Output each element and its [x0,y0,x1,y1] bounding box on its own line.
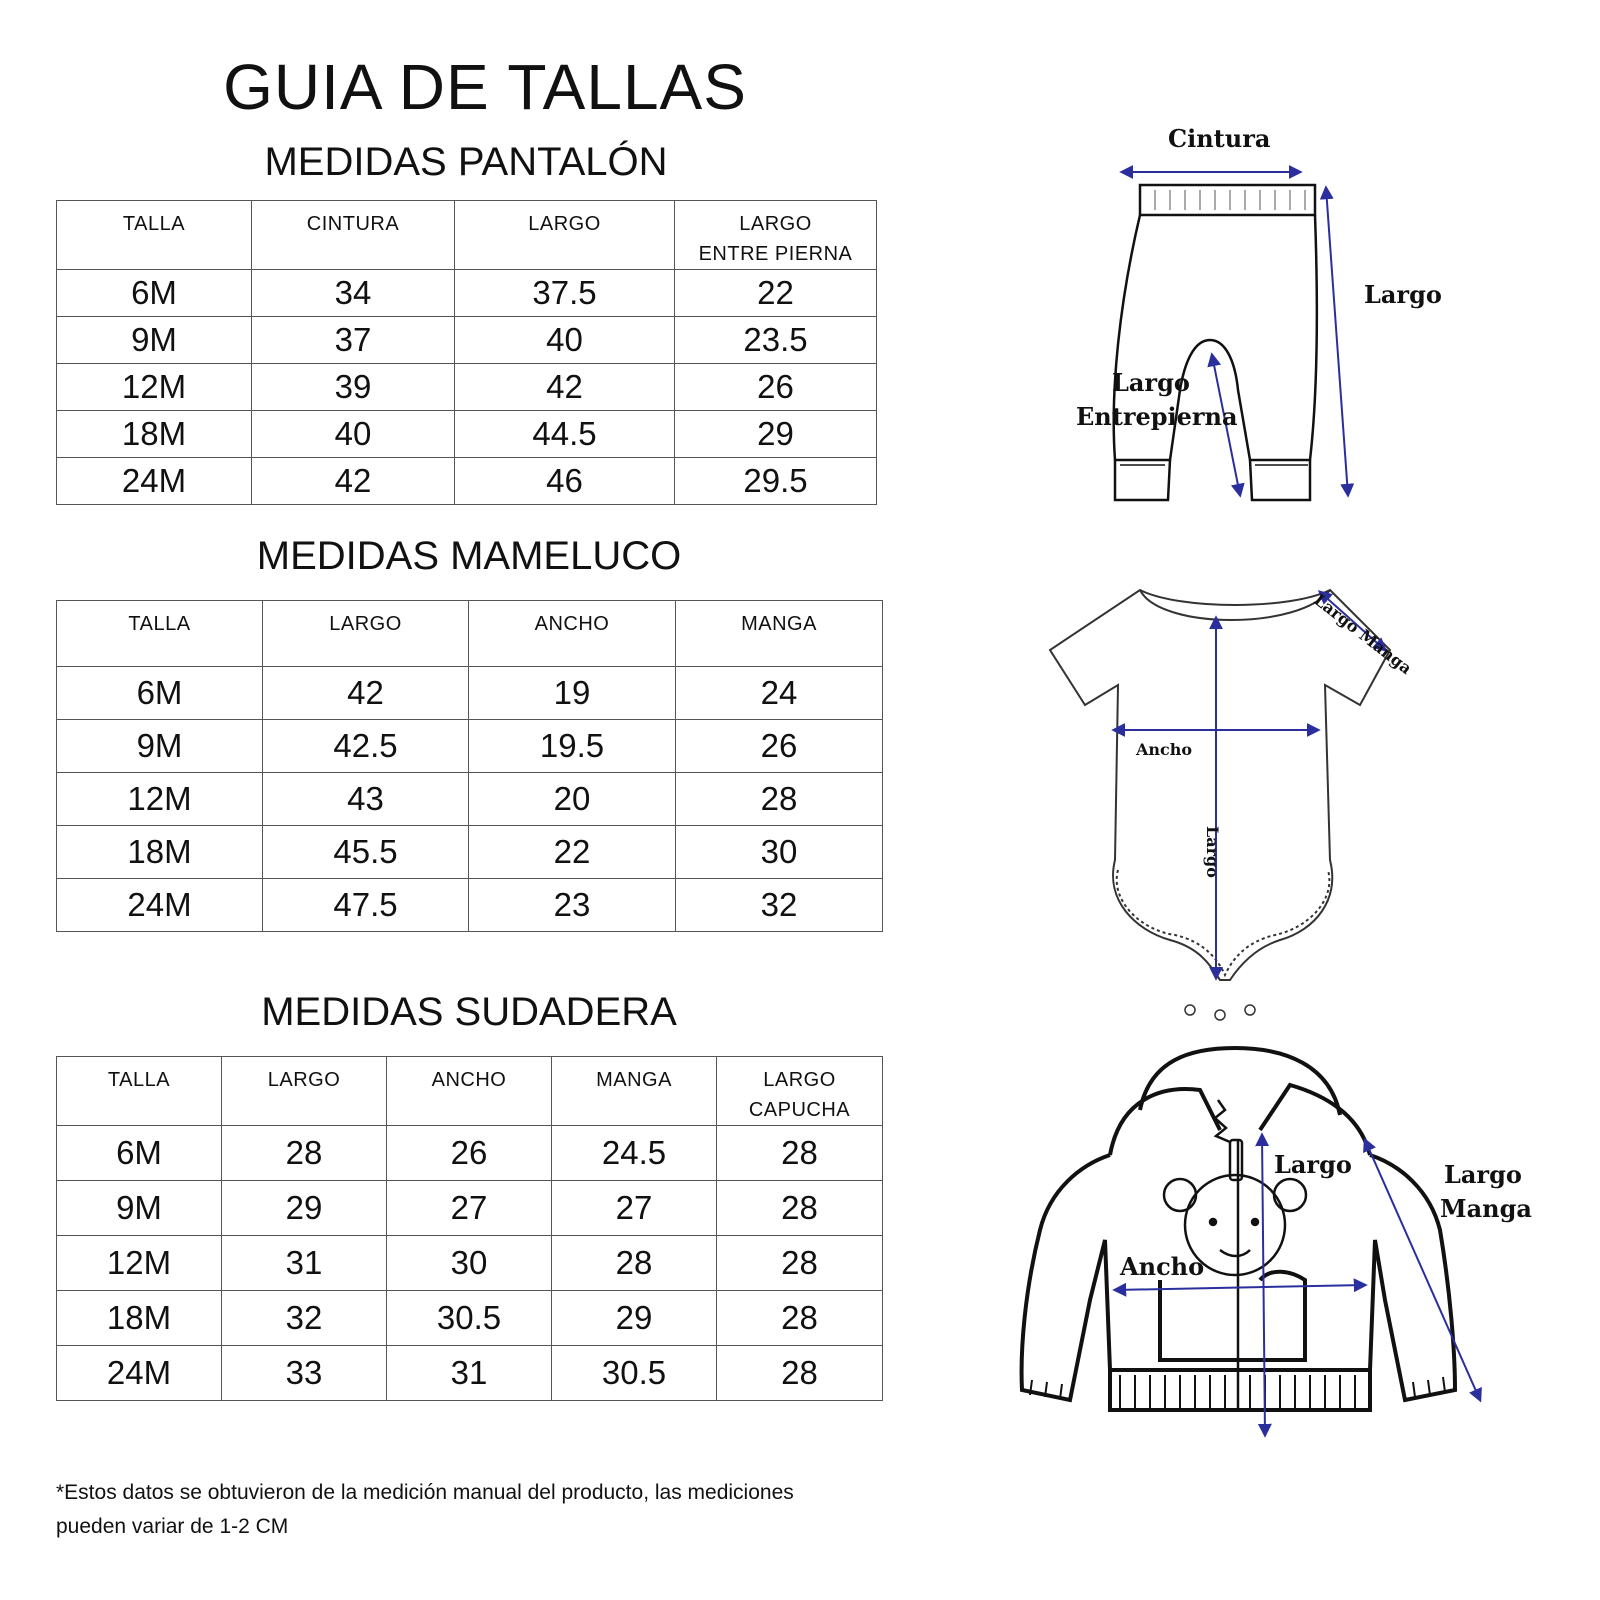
column-header [222,1057,387,1126]
column-header [252,201,455,270]
table-row [57,458,877,505]
size-cell: 9M [57,720,263,773]
size-cell: 9M [57,317,252,364]
size-cell: 6M [57,1126,222,1181]
table-row [57,270,877,317]
measure-cell: 29 [675,411,877,458]
pants-gather-lines [1155,190,1305,210]
hoodie-sleeve-label-1: Largo [1444,1160,1522,1189]
hoodie-size-table [56,1056,883,1401]
measure-cell: 42.5 [263,720,469,773]
bodysuit-width-label: Ancho [1136,740,1193,759]
table-row [57,879,883,932]
footnote [56,1476,936,1544]
measure-cell: 33 [222,1346,387,1401]
column-header [387,1057,552,1126]
hoodie-sleeve-label-2: Manga [1440,1194,1532,1223]
table-row [57,1126,883,1181]
bodysuit-sleeve-label: Largo Manga [1310,590,1416,679]
measure-cell: 29.5 [675,458,877,505]
measure-cell: 28 [222,1126,387,1181]
column-header-label: TALLA [122,213,186,235]
measure-cell: 22 [469,826,676,879]
measure-cell: 46 [455,458,675,505]
pants-length-arrow [1326,188,1348,495]
measure-cell: 20 [469,773,676,826]
measure-cell: 28 [717,1291,883,1346]
size-cell: 12M [57,773,263,826]
column-header-label: MANGA [741,613,817,635]
table-row [57,667,883,720]
column-header-label: LARGO [528,213,601,235]
table-header-row [57,1057,883,1126]
hoodie-length-label: Largo [1274,1150,1352,1179]
hoodie-length-arrow [1262,1135,1265,1435]
column-header-label: LARGO [329,613,402,635]
bodysuit-length-label: Largo [1203,826,1222,878]
measure-cell: 30 [387,1236,552,1291]
measure-cell: 19 [469,667,676,720]
bodysuit-section-title: MEDIDAS MAMELUCO [256,534,682,578]
pants-inseam-label-1: Largo [1112,368,1190,397]
footnote-line-2: pueden variar de 1-2 CM [56,1515,289,1538]
table-row [57,364,877,411]
pants-length-label: Largo [1364,280,1442,309]
measure-cell: 26 [387,1126,552,1181]
column-header-label: TALLA [128,613,191,635]
measure-cell: 37 [252,317,455,364]
measure-cell: 24.5 [552,1126,717,1181]
column-header-label: LARGO [739,213,812,235]
measure-cell: 31 [222,1236,387,1291]
column-header [675,201,877,270]
pants-outline [1114,185,1317,500]
measure-cell: 30 [676,826,883,879]
column-header [57,601,263,667]
column-header-label: ANCHO [534,613,610,635]
hoodie-width-label: Ancho [1120,1252,1205,1281]
measure-cell: 27 [552,1181,717,1236]
measure-cell: 26 [675,364,877,411]
table-row [57,826,883,879]
measure-cell: 19.5 [469,720,676,773]
column-header-label: ANCHO [431,1069,507,1091]
column-header-label: ENTRE PIERNA [698,243,853,265]
measure-cell: 44.5 [455,411,675,458]
measure-cell: 28 [717,1236,883,1291]
column-header-label: LARGO [763,1069,836,1091]
size-cell: 18M [57,826,263,879]
measure-cell: 42 [252,458,455,505]
table-row [57,411,877,458]
pants-inseam-label-2: Entrepierna [1076,402,1238,431]
bodysuit-outline [1050,590,1390,980]
pants-size-table [56,200,877,505]
pants-diagram [1060,160,1480,520]
measure-cell: 42 [455,364,675,411]
column-header [263,601,469,667]
measure-cell: 23.5 [675,317,877,364]
measure-cell: 40 [252,411,455,458]
column-header-label: TALLA [107,1069,171,1091]
hoodie-diagram [1010,1040,1510,1450]
bodysuit-size-table [56,600,883,932]
table-row [57,773,883,826]
size-cell: 24M [57,879,263,932]
measure-cell: 39 [252,364,455,411]
column-header-label: LARGO [267,1069,341,1091]
measure-cell: 28 [717,1181,883,1236]
measure-cell: 43 [263,773,469,826]
measure-cell: 28 [717,1346,883,1401]
measure-cell: 30.5 [387,1291,552,1346]
measure-cell: 26 [676,720,883,773]
measure-cell: 40 [455,317,675,364]
column-header-label: MANGA [596,1069,672,1091]
measure-cell: 24 [676,667,883,720]
measure-cell: 28 [552,1236,717,1291]
table-row [57,1291,883,1346]
measure-cell: 30.5 [552,1346,717,1401]
measure-cell: 29 [552,1291,717,1346]
column-header [455,201,675,270]
measure-cell: 42 [263,667,469,720]
size-cell: 6M [57,270,252,317]
measure-cell: 28 [676,773,883,826]
hoodie-section-title: MEDIDAS SUDADERA [261,990,677,1034]
page-title: GUIA DE TALLAS [223,51,747,123]
measure-cell: 22 [675,270,877,317]
footnote-line-1: *Estos datos se obtuvieron de la medición manual del producto, las mediciones [56,1481,794,1504]
size-cell: 12M [57,364,252,411]
size-cell: 24M [57,458,252,505]
size-cell: 24M [57,1346,222,1401]
table-row [57,317,877,364]
size-cell: 18M [57,1291,222,1346]
column-header [552,1057,717,1126]
size-cell: 18M [57,411,252,458]
measure-cell: 32 [222,1291,387,1346]
size-cell: 6M [57,667,263,720]
table-row [57,1346,883,1401]
table-row [57,720,883,773]
measure-cell: 45.5 [263,826,469,879]
measure-cell: 23 [469,879,676,932]
size-cell: 12M [57,1236,222,1291]
column-header [57,201,252,270]
column-header [676,601,883,667]
table-row [57,1236,883,1291]
column-header-label: CINTURA [306,213,400,235]
column-header [469,601,676,667]
measure-cell: 31 [387,1346,552,1401]
pants-waist-label: Cintura [1168,124,1271,153]
measure-cell: 29 [222,1181,387,1236]
column-header [717,1057,883,1126]
measure-cell: 47.5 [263,879,469,932]
column-header-label: CAPUCHA [748,1099,851,1121]
pants-section-title: MEDIDAS PANTALÓN [264,140,668,184]
table-header-row [57,601,883,667]
size-cell: 9M [57,1181,222,1236]
table-row [57,1181,883,1236]
measure-cell: 34 [252,270,455,317]
measure-cell: 27 [387,1181,552,1236]
measure-cell: 32 [676,879,883,932]
measure-cell: 28 [717,1126,883,1181]
table-header-row [57,201,877,270]
hoodie-width-arrow [1115,1285,1365,1290]
column-header [57,1057,222,1126]
measure-cell: 37.5 [455,270,675,317]
